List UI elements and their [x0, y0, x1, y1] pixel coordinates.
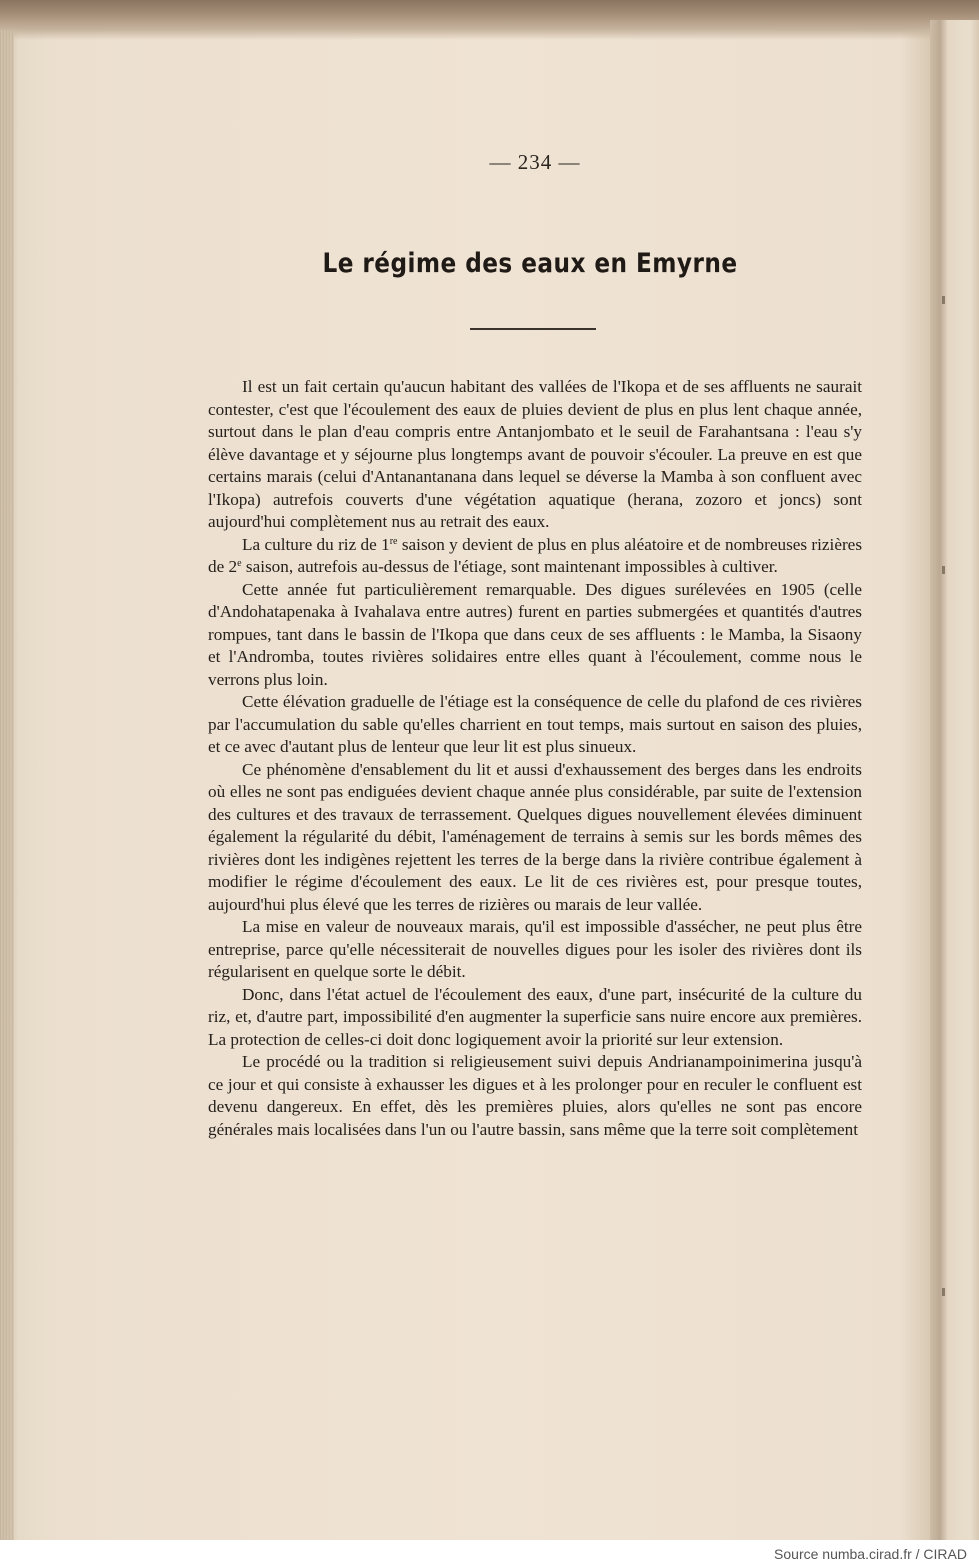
book-top-edge — [0, 0, 979, 40]
title-rule — [470, 328, 596, 330]
body-text — [208, 376, 862, 1141]
source-credit: Source numba.cirad.fr / CIRAD — [774, 1546, 967, 1562]
left-page-edges — [0, 30, 14, 1540]
page-number: — 234 — — [489, 150, 581, 174]
paragraph: Il est un fait certain qu'aucun habitant des vallées de l'Ikopa et de ses affluents ne saurait contester, c'est que l'écoulement des eaux de pluies devient de plus en plus lent chaque année, surtout dans le plan d'eau compris entre Antanjombato et le seuil de Farahantsana : l'eau s'y élève davantage et y séjourne plus longtemps avant de pouvoir s'écouler. La preuve en est que certains marais (celui d'Antanantanana dans lequel se déverse la Mamba à son confluent avec l'Ikopa) autrefois couverts d'une végétation aquatique (herana, zozoro et joncs) sont aujourd'hui complètement nus au retrait des eaux. — [208, 377, 862, 531]
paragraph: Le procédé ou la tradition si religieusement suivi depuis Andrianampoinimerina jusqu'à ce jour et qui consiste à exhausser les digues et à les prolonger pour en reculer le confluent est devenu dangereux. En effet, dès les premières pluies, alors qu'elles ne sont pas encore générales mais localisées dans l'un ou l'autre bassin, sans même que la terre soit complètement — [208, 1052, 862, 1139]
margin-mark — [942, 566, 945, 574]
paragraph: Ce phénomène d'ensablement du lit et aussi d'exhaussement des berges dans les endroits où elles ne sont pas endiguées devient chaque année plus considérable, par suite de l'extension des cultures et des travaux de terrassement. Quelques digues nouvellement élevées diminuent également la régularité du débit, l'aménagement de terrains à semis sur les bords mêmes des rivières dont les indigènes rejettent les terres de la berge dans la rivière contribue également à modifier le régime d'écoulement des eaux. Le lit de ces rivières est, pour presque toutes, aujourd'hui plus élevé que les terres de rizières ou marais de leur vallée. — [208, 759, 862, 914]
paragraph: La culture du riz de 1re saison y devient de plus en plus aléatoire et de nombreuses rizières de 2e saison, autrefois au-dessus de l'étiage, sont maintenant impossibles à cultiver. — [208, 534, 863, 576]
margin-mark — [942, 1288, 945, 1296]
page-title: Le régime des eaux en Emyrne — [322, 248, 738, 279]
paragraph: La mise en valeur de nouveaux marais, qu'il est impossible d'assécher, ne peut plus être entreprise, parce qu'elle nécessiterait de nouvelles digues pour les isoler des rivières dont ils régularisent en quelque sorte le débit. — [208, 917, 862, 981]
paragraph: Donc, dans l'état actuel de l'écoulement des eaux, d'une part, insécurité de la culture du riz, et, d'autre part, impossibilité d'en augmenter la superficie sans nuire encore aux premières. La protection de celles-ci doit donc logiquement avoir la priorité sur leur extension. — [208, 984, 862, 1049]
paragraph: Cette année fut particulièrement remarquable. Des digues surélevées en 1905 (celle d'Andohatapenaka à Ivahalava entre autres) furent en parties submergées et quantités d'autres rompues, tant dans le bassin de l'Ikopa que dans ceux de ses affluents : le Mamba, la Sisaony et l'Andromba, toutes rivières solidaires entre elles quant à l'écoulement, comme nous le verrons plus loin. — [208, 579, 862, 689]
paragraph: Cette élévation graduelle de l'étiage est la conséquence de celle du plafond de ces rivières par l'accumulation du sable qu'elles charrient en tout temps, mais surtout en saison des pluies, et ce avec d'autant plus de lenteur que leur lit est plus sinueux. — [208, 692, 862, 756]
